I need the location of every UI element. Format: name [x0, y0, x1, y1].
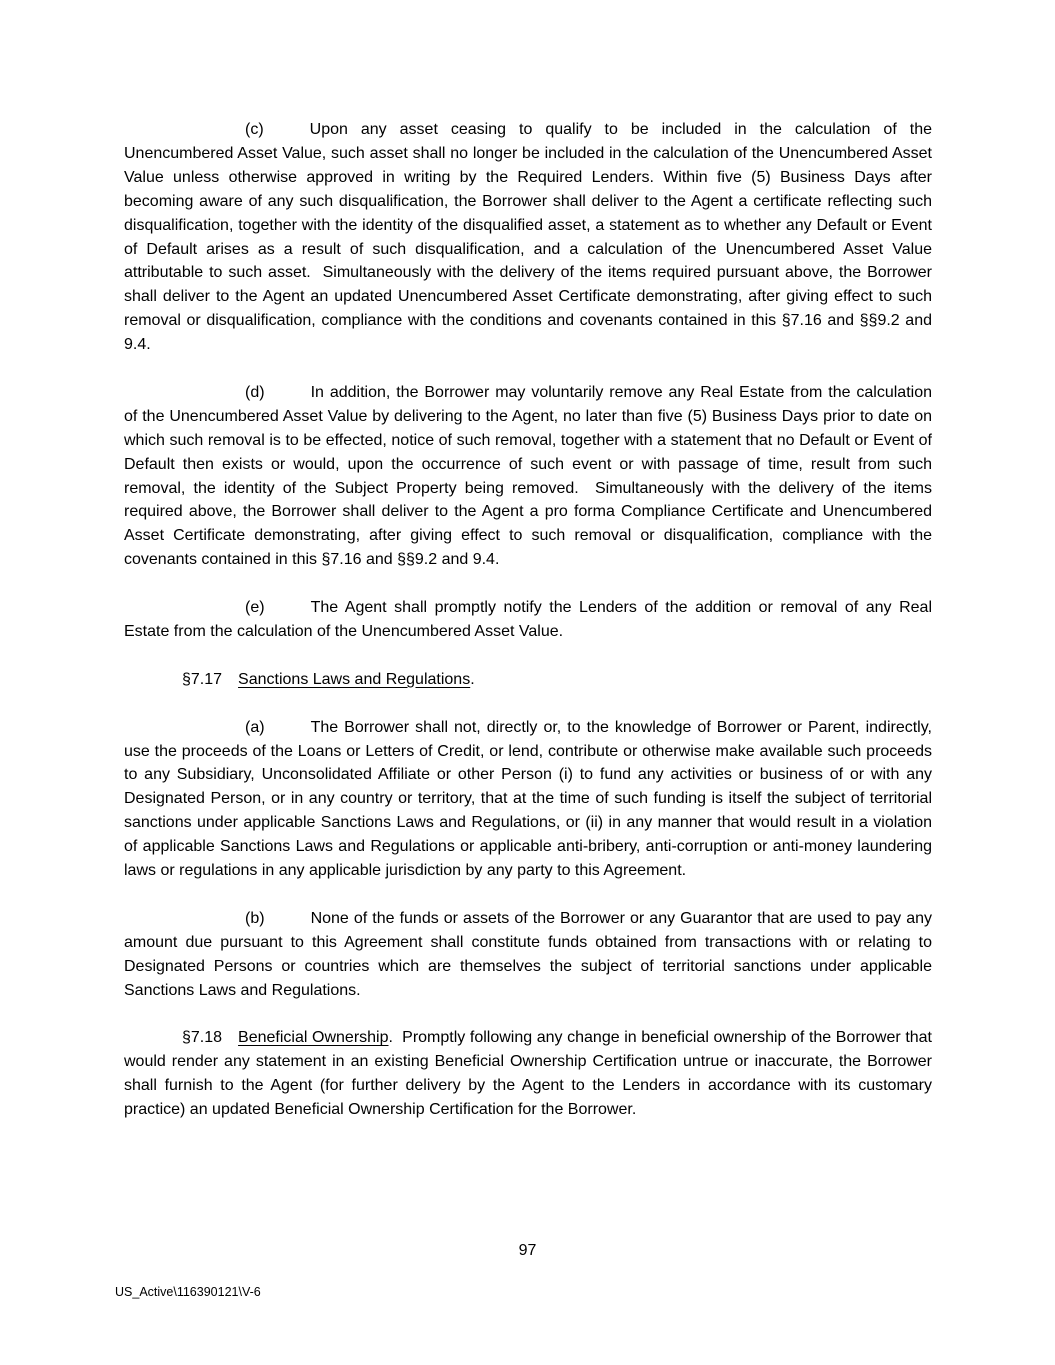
- paragraph-e: [124, 596, 932, 644]
- paragraph-a: [124, 716, 932, 883]
- paragraph-a-text: The Borrower shall not, directly or, to the knowledge of Borrower or Parent, indirectly, use the proceeds of the Loans or Letters of Credit, or lend, contribute or otherwise make available such proceeds to any Subsidiary, Unconsolidated Affiliate or other Person (i) to fund any activities or business of or with any Designated Person, or in any country or territory, that at the time of such funding is itself the subject of territorial sanctions under applicable Sanctions Laws and Regulations, or (ii) in any manner that would result in a violation of applicable Sanctions Laws and Regulations or applicable anti-bribery, anti-corruption or anti-money laundering laws or regulations in any applicable jurisdiction by any party to this Agreement.: [124, 718, 932, 880]
- paragraph-e-text: The Agent shall promptly notify the Lenders of the addition or removal of any Real Estate from the calculation of the Unencumbered Asset Value.: [124, 599, 932, 640]
- section-heading-7-17: [124, 668, 932, 692]
- paragraph-b-label: (b): [245, 909, 265, 927]
- paragraph-d: [124, 381, 932, 572]
- paragraph-e-label: (e): [245, 599, 265, 617]
- paragraph-c-label: (c): [245, 121, 264, 138]
- paragraph-a-label: (a): [245, 718, 265, 736]
- paragraph-b-text: None of the funds or assets of the Borrower or any Guarantor that are used to pay any amount due pursuant to this Agreement shall constitute funds obtained from transactions with or relating to Designated Persons or countries which are themselves the subject of territorial sanctions under applicable Sanctions Laws and Regulations.: [124, 909, 932, 999]
- document-id-footer: US_Active\116390121\V-6: [115, 1285, 261, 1299]
- section-7-17-period: .: [470, 670, 475, 688]
- section-7-17-number: §7.17: [182, 670, 223, 688]
- section-7-17-title: Sanctions Laws and Regulations: [238, 670, 471, 688]
- section-7-18-title: Beneficial Ownership: [238, 1029, 389, 1047]
- section-7-18-number: §7.18: [182, 1029, 223, 1047]
- paragraph-d-label: (d): [245, 383, 265, 401]
- paragraph-d-text: In addition, the Borrower may voluntarily remove any Real Estate from the calculation of the Unencumbered Asset Value by delivering to the Agent, no later than five (5) Business Days prior to date on which such removal is to be effected, notice of such removal, together with a statement that no Default or Event of Default then exists or would, upon the occurrence of such event or with passage of time, result from such removal, the identity of the Subject Property being removed. Simultaneously with the delivery of the items required above, the Borrower shall deliver to the Agent a pro forma Compliance Certificate and Unencumbered Asset Certificate demonstrating, after giving effect to such removal or disqualification, compliance with the covenants contained in this §7.16 and §§9.2 and 9.4.: [124, 383, 932, 569]
- paragraph-c-text: Upon any asset ceasing to qualify to be included in the calculation of the Unencumbered Asset Value, such asset shall no longer be included in the calculation of the Unencumbered Asset Value unless otherwise approved in writing by the Required Lenders. Within five (5) Business Days after becoming aware of any such disqualification, the Borrower shall deliver to the Agent a certificate reflecting such disqualification, together with the identity of the disqualified asset, a statement as to whether any Default or Event of Default arises as a result of such disqualification, and a calculation of the Unencumbered Asset Value attributable to such asset. Simultaneously with the delivery of the items required pursuant above, the Borrower shall deliver to the Agent an updated Unencumbered Asset Certificate demonstrating, after giving effect to such removal or disqualification, compliance with the conditions and covenants contained in this §7.16 and §§9.2 and 9.4.: [124, 121, 932, 354]
- paragraph-c: [124, 118, 932, 357]
- paragraph-b: [124, 907, 932, 1003]
- section-7-18-text: . Promptly following any change in beneficial ownership of the Borrower that would render any statement in an existing Beneficial Ownership Certification untrue or inaccurate, the Borrower shall furnish to the Agent (for further delivery by the Agent to the Lenders in accordance with its customary practice) an updated Beneficial Ownership Certification for the Borrower.: [124, 1029, 932, 1119]
- page-number: 97: [518, 1242, 537, 1259]
- section-7-18-paragraph: [124, 1026, 932, 1122]
